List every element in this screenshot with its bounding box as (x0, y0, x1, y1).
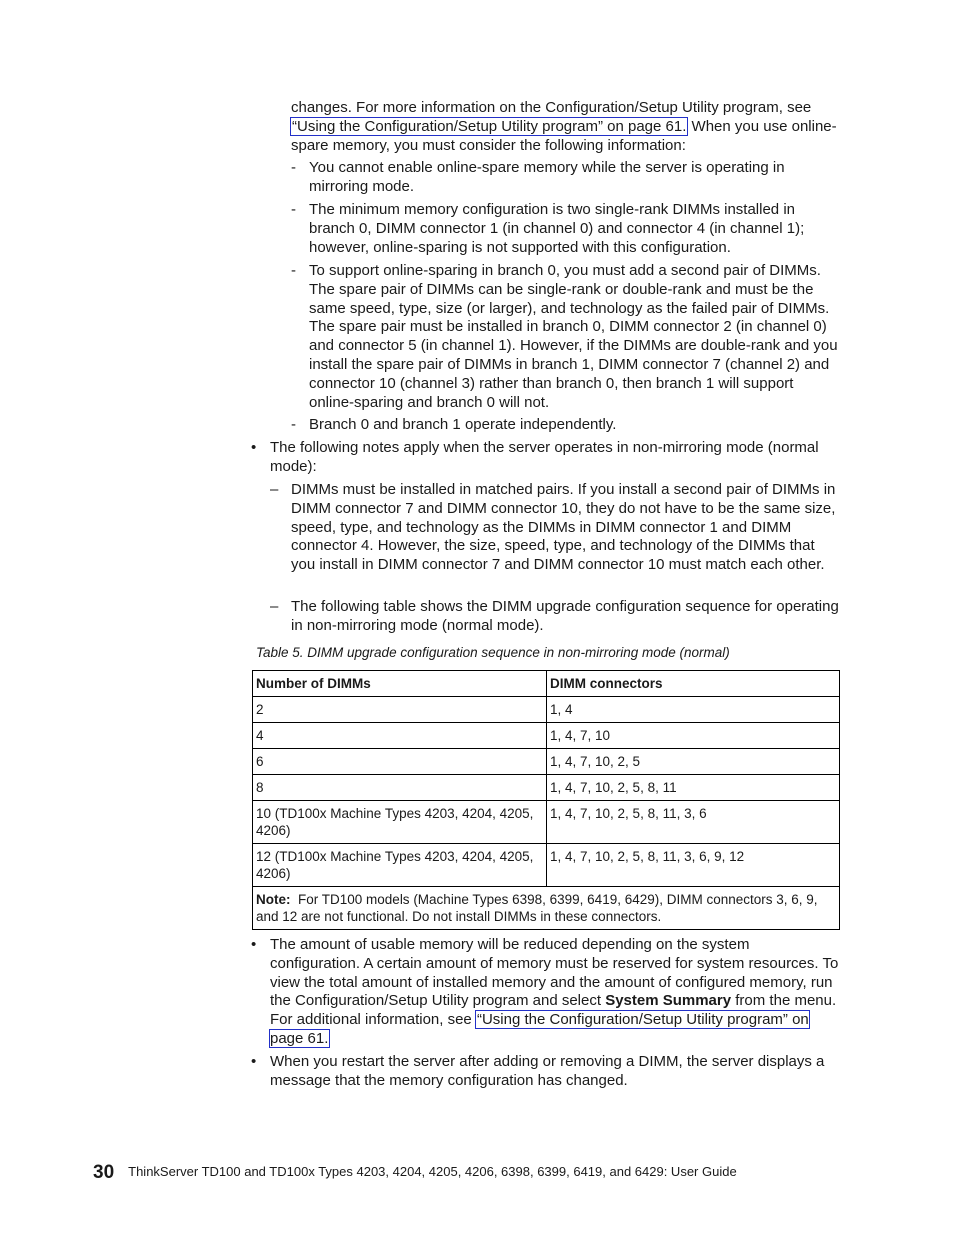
table-note (253, 887, 840, 930)
intro-text-1: changes. For more information on the Configuration/Setup Utility program, see (291, 99, 812, 116)
memory-text-2: from the menu. For additional information, see (270, 992, 837, 1029)
table-row (253, 749, 840, 775)
dimm-upgrade-table (252, 670, 840, 930)
nonmirror-item-text: The following table shows the DIMM upgrade configuration sequence for operating in non-mirroring mode (normal mode). (291, 598, 839, 634)
setup-utility-link-2[interactable]: “Using the Configuration/Setup Utility program” on page 61. (270, 1011, 809, 1047)
cell-connectors: 1, 4, 7, 10, 2, 5, 8, 11 (547, 775, 840, 801)
cell-connectors: 1, 4, 7, 10 (547, 723, 840, 749)
spare-item-text: The minimum memory configuration is two single-rank DIMMs installed in branch 0, DIMM connector 1 (in channel 0) and connector 4 (in channel 1); however, online-sparing is not supported with this configuration. (309, 201, 805, 256)
table-caption: Table 5. DIMM upgrade configuration sequence in non-mirroring mode (normal) (256, 645, 730, 660)
cell-number: 2 (253, 697, 547, 723)
nonmirror-bullet-text: The following notes apply when the server operates in non-mirroring mode (normal mode): (270, 439, 819, 475)
intro-paragraph (291, 99, 843, 155)
system-summary-bold: System Summary (605, 992, 732, 1010)
table-row (253, 697, 840, 723)
memory-text-1: The amount of usable memory will be reduced depending on the system configuration. A certain amount of memory must be reserved for system resources. To view the total amount of installed memory and the amount of configured memory, run the Configuration/Setup Utility program and select (270, 936, 839, 1010)
footer-title: ThinkServer TD100 and TD100x Types 4203, 4204, 4205, 4206, 6398, 6399, 6419, and 6429: User Guide (128, 1164, 737, 1179)
nonmirror-item-text: DIMMs must be installed in matched pairs. If you install a second pair of DIMMs in DIMM connector 7 and DIMM connector 10, they do not have to be the same size, speed, type, and technology as the DIMMs in DIMM connector 1 and DIMM connector 4. However, the size, speed, type, and technology of the DIMMs that you install in DIMM connector 7 and DIMM connector 10 must match each other. (291, 481, 836, 574)
spare-item-text: Branch 0 and branch 1 operate independently. (309, 416, 617, 433)
spare-item-text: To support online-sparing in branch 0, you must add a second pair of DIMMs. The spare pair of DIMMs can be single-rank or double-rank and must be the same speed, type, size (or larger), and technology as the failed pair of DIMMs. The spare pair must be installed in branch 0, DIMM connector 2 (in channel 0) and connector 5 (in channel 1). However, if the DIMMs are double-rank and you install the spare pair of DIMMs in branch 1, DIMM connector 7 (channel 2) and connector 10 (channel 3) rather than branch 0, then branch 1 will support online-sparing and branch 0 will not. (309, 262, 838, 411)
table-row (253, 801, 840, 844)
cell-number: 4 (253, 723, 547, 749)
cell-connectors: 1, 4, 7, 10, 2, 5, 8, 11, 3, 6 (547, 801, 840, 844)
header-dimm-connectors: DIMM connectors (547, 671, 840, 697)
bullet-marker: • (251, 936, 257, 953)
dash-marker: - (291, 416, 296, 433)
cell-connectors: 1, 4, 7, 10, 2, 5, 8, 11, 3, 6, 9, 12 (547, 844, 840, 887)
page-number: 30 (93, 1162, 115, 1183)
table-note-row (253, 887, 840, 930)
cell-connectors: 1, 4 (547, 697, 840, 723)
endash-marker: – (270, 598, 279, 615)
spare-item-text: You cannot enable online-spare memory while the server is operating in mirroring mode. (309, 159, 785, 195)
header-number-of-dimms: Number of DIMMs (253, 671, 547, 697)
table-row (253, 775, 840, 801)
table-row (253, 844, 840, 887)
dash-marker: - (291, 159, 296, 176)
cell-connectors: 1, 4, 7, 10, 2, 5 (547, 749, 840, 775)
setup-utility-link[interactable]: “Using the Configuration/Setup Utility program” on page 61. (292, 117, 687, 135)
note-label: Note: (256, 892, 291, 907)
page-footer (93, 1160, 737, 1182)
cell-number: 10 (TD100x Machine Types 4203, 4204, 4205, 4206) (253, 801, 547, 844)
intro-text-2: When you use online-spare memory, you must consider the following information: (291, 117, 837, 154)
bullet-marker: • (251, 439, 257, 456)
bullet-marker: • (251, 1053, 257, 1070)
endash-marker: – (270, 481, 279, 498)
memory-bullet-text (270, 936, 842, 1049)
cell-number: 6 (253, 749, 547, 775)
cell-number: 8 (253, 775, 547, 801)
restart-bullet-text: When you restart the server after adding or removing a DIMM, the server displays a message that the memory configuration has changed. (270, 1053, 825, 1089)
dash-marker: - (291, 201, 296, 218)
table-row (253, 723, 840, 749)
table-header-row (253, 671, 840, 697)
note-text: For TD100 models (Machine Types 6398, 6399, 6419, 6429), DIMM connectors 3, 6, 9, and 12 are not functional. Do not install DIMMs in these connectors. (256, 892, 818, 924)
cell-number: 12 (TD100x Machine Types 4203, 4204, 4205, 4206) (253, 844, 547, 887)
dash-marker: - (291, 262, 296, 279)
